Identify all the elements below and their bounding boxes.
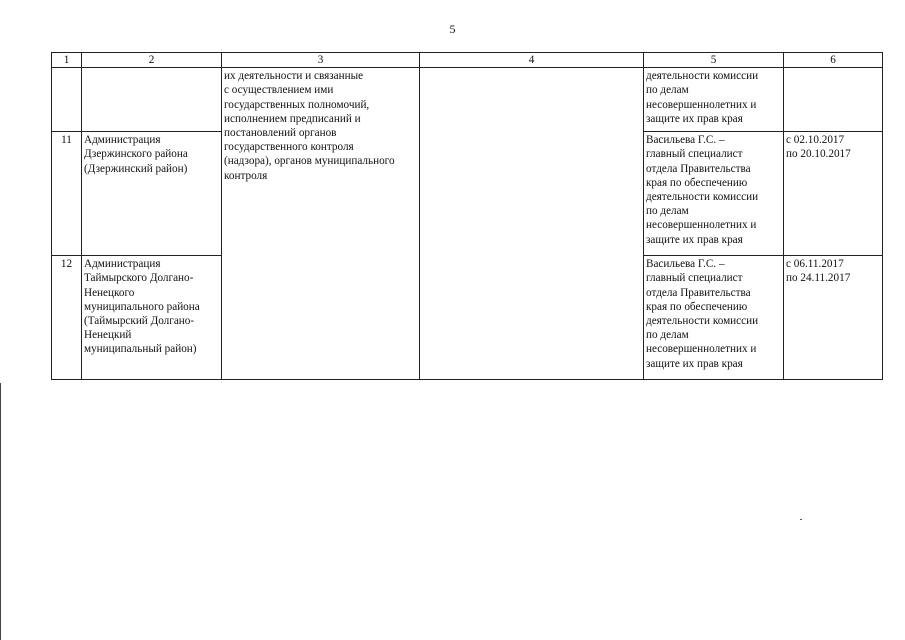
inspector-line: главный специалист: [646, 148, 743, 161]
cell-organization: [82, 256, 222, 380]
period-line: с 06.11.2017: [786, 258, 844, 271]
inspector-line: деятельности комиссии: [646, 315, 759, 328]
inspector-line: защите их прав края: [646, 112, 743, 125]
organization-line: муниципальный район): [84, 343, 197, 356]
header-row: [52, 53, 883, 68]
organization-line: Ненецкого: [84, 286, 135, 299]
inspector-line: несовершеннолетних и: [646, 343, 757, 356]
inspector-line: деятельности комиссии: [646, 70, 759, 83]
period-line: по 20.10.2017: [786, 148, 851, 161]
cell-period: [784, 68, 883, 132]
cell-inspector: [644, 256, 784, 380]
cell-num: 11: [52, 132, 82, 256]
subject-line: постановлений органов: [224, 127, 337, 140]
cell-inspector: [644, 68, 784, 132]
col-header-3: 3: [222, 53, 420, 68]
organization-line: Ненецкий: [84, 329, 132, 342]
subject-line: государственного контроля: [224, 141, 354, 154]
inspector-line: по делам: [646, 84, 689, 97]
organization-line: Таймырского Долгано-: [84, 272, 194, 285]
inspector-line: края по обеспечению: [646, 176, 748, 189]
subject-line: контроля: [224, 169, 268, 182]
subject-line: с осуществлением ими: [224, 84, 334, 97]
table-row-continued: [52, 68, 883, 132]
organization-line: Администрация: [84, 258, 161, 271]
subject-line: (надзора), органов муниципального: [224, 155, 395, 168]
period-line: с 02.10.2017: [786, 134, 845, 147]
cell-organization: [82, 68, 222, 132]
organization-line: муниципального района: [84, 300, 200, 313]
col-header-2: 2: [82, 53, 222, 68]
inspector-line: защите их прав края: [646, 233, 743, 246]
inspector-line: деятельности комиссии: [646, 191, 759, 204]
scan-speck: [800, 519, 802, 520]
cell-period: [784, 132, 883, 256]
inspector-line: несовершеннолетних и: [646, 219, 757, 232]
inspector-line: Васильева Г.С. –: [646, 258, 725, 271]
inspection-schedule-table: [51, 52, 883, 380]
inspector-line: края по обеспечению: [646, 300, 748, 313]
cell-period: [784, 256, 883, 380]
cell-num: 12: [52, 256, 82, 380]
organization-line: Дзержинского района: [84, 148, 188, 161]
col-header-6: 6: [784, 53, 883, 68]
col-header-1: 1: [52, 53, 82, 68]
organization-line: Администрация: [84, 134, 161, 147]
inspector-line: по делам: [646, 329, 689, 342]
inspector-line: отдела Правительства: [646, 286, 751, 299]
cell-organization: [82, 132, 222, 256]
scan-edge-line: [0, 383, 1, 640]
subject-line: исполнением предписаний и: [224, 112, 361, 125]
subject-line: их деятельности и связанные: [224, 70, 364, 83]
page-number: 5: [449, 22, 456, 36]
cell-inspection-subject: [222, 68, 420, 380]
col-header-4: 4: [420, 53, 644, 68]
period-line: по 24.11.2017: [786, 272, 851, 285]
cell-num: [52, 68, 82, 132]
cell-column-4: [420, 68, 644, 380]
organization-line: (Таймырский Долгано-: [84, 315, 195, 328]
inspector-line: отдела Правительства: [646, 162, 751, 175]
inspector-line: по делам: [646, 205, 689, 218]
inspector-line: Васильева Г.С. –: [646, 134, 725, 147]
inspector-line: главный специалист: [646, 272, 743, 285]
organization-line: (Дзержинский район): [84, 162, 188, 175]
inspector-line: защите их прав края: [646, 357, 743, 370]
cell-inspector: [644, 132, 784, 256]
subject-line: государственных полномочий,: [224, 98, 370, 111]
inspector-line: несовершеннолетних и: [646, 98, 757, 111]
col-header-5: 5: [644, 53, 784, 68]
